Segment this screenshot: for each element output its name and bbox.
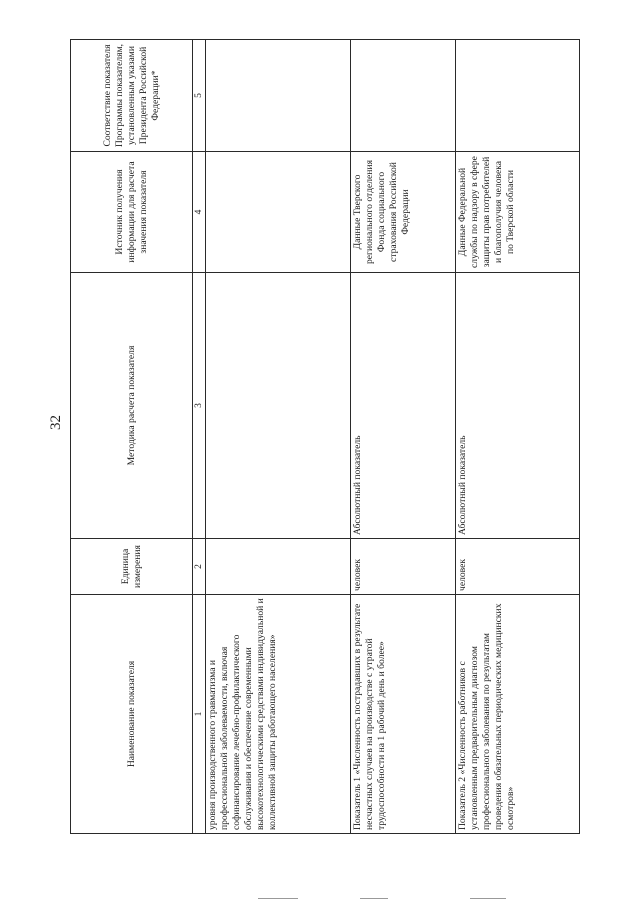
cell-compliance [351, 40, 456, 152]
cell-compliance [206, 40, 351, 152]
cell-indicator-name: Показатель 1 «Численность пострадавших в результате несчастных случаев на производстве с утратой трудоспособности на 1 рабочий день и более» [351, 595, 456, 834]
page-number: 32 [48, 415, 64, 430]
scan-artifact [360, 898, 388, 899]
cell-indicator-name: Показатель 2 «Численность работников с установленным предварительным диагнозом профессионального заболевания по результатам проведения обязательных периодических медицинских осмотров» [456, 595, 580, 834]
cell-method: Абсолютный показатель [456, 273, 580, 539]
header-method: Методика расчета показателя [71, 273, 193, 539]
cell-source: Данные Федеральной службы по надзору в сфере защиты прав потребителей и благополучия человека по Тверской области [456, 152, 580, 273]
column-number: 2 [193, 539, 206, 595]
table-row [456, 40, 580, 834]
cell-method [206, 273, 351, 539]
cell-compliance [456, 40, 580, 152]
cell-unit [206, 539, 351, 595]
cell-unit: человек [351, 539, 456, 595]
table-row [351, 40, 456, 834]
cell-source: Данные Тверского регионального отделения Фонда социального страхования Российской Федерации [351, 152, 456, 273]
cell-source [206, 152, 351, 273]
header-compliance: Соответствие показателя Программы показателям, установленным указами Президента Российской Федерации* [71, 40, 193, 152]
cell-unit: человек [456, 539, 580, 595]
indicators-table [70, 39, 580, 834]
rotated-table-container [70, 40, 580, 834]
column-number: 5 [193, 40, 206, 152]
column-number-row [193, 40, 206, 834]
header-unit: Единица измерения [71, 539, 193, 595]
table-row [206, 40, 351, 834]
column-number: 1 [193, 595, 206, 834]
table-header-row [71, 40, 193, 834]
column-number: 3 [193, 273, 206, 539]
scan-artifact [470, 898, 506, 899]
scan-artifact [258, 898, 298, 899]
column-number: 4 [193, 152, 206, 273]
cell-indicator-name: уровня производственного травматизма и профессиональной заболеваемости, включая софинансирование лечебно-профилактического обслуживания и обеспечение современными высокотехнологическими средствами индивидуальной и коллективной защиты работающего населения» [206, 595, 351, 834]
cell-method: Абсолютный показатель [351, 273, 456, 539]
header-indicator-name: Наименование показателя [71, 595, 193, 834]
header-source: Источник получения информации для расчета значения показателя [71, 152, 193, 273]
